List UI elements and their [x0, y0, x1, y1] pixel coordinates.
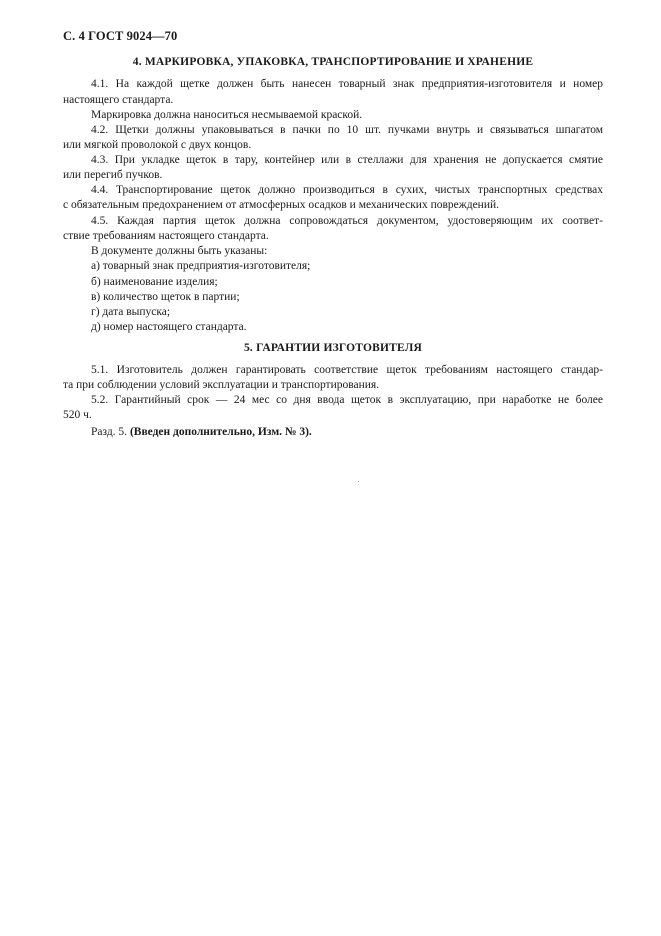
- scan-speck: [358, 481, 359, 482]
- list-item: г) дата выпуска;: [91, 306, 171, 318]
- running-head: С. 4 ГОСТ 9024—70: [63, 29, 178, 43]
- paragraph-4-2-line-2: или мягкой проволокой с двух концов.: [63, 139, 252, 151]
- list-intro: В документе должны быть указаны:: [91, 245, 268, 257]
- amendment-note-prefix: Разд. 5.: [91, 426, 128, 438]
- paragraph-5-1-line-1: 5.1. Изготовитель должен гарантировать соответствие щеток требованиям настоящего стандар-: [91, 364, 603, 376]
- list-item: в) количество щеток в партии;: [91, 291, 240, 303]
- section-4-title: 4. МАРКИРОВКА, УПАКОВКА, ТРАНСПОРТИРОВАНИЕ И ХРАНЕНИЕ: [132, 56, 534, 68]
- paragraph-4-1-line-2: настоящего стандарта.: [63, 94, 174, 106]
- paragraph-4-1-line-1: 4.1. На каждой щетке должен быть нанесен товарный знак предприятия-изготовителя и номер: [91, 78, 603, 90]
- paragraph-4-5-line-1: 4.5. Каждая партия щеток должна сопровождаться документом, удостоверяющим их соответ-: [91, 215, 603, 227]
- paragraph-4-1-line-3: Маркировка должна наноситься несмываемой краской.: [91, 109, 363, 121]
- paragraph-4-3-line-2: или перегиб пучков.: [63, 169, 163, 181]
- paragraph-4-4-line-1: 4.4. Транспортирование щеток должно производиться в сухих, чистых транспортных средствах: [91, 184, 603, 196]
- paragraph-5-2-line-2: 520 ч.: [63, 409, 92, 421]
- paragraph-4-5-line-2: ствие требованиям настоящего стандарта.: [63, 230, 269, 242]
- list-item: а) товарный знак предприятия-изготовителя;: [91, 260, 311, 272]
- section-5-title: 5. ГАРАНТИИ ИЗГОТОВИТЕЛЯ: [243, 342, 423, 354]
- paragraph-4-2-line-1: 4.2. Щетки должны упаковываться в пачки по 10 шт. пучками внутрь и связываться шпагатом: [91, 124, 603, 136]
- amendment-note-text: (Введен дополнительно, Изм. № 3).: [129, 426, 312, 438]
- amendment-note: [91, 425, 312, 439]
- list-item: б) наименование изделия;: [91, 276, 218, 288]
- paragraph-5-1-line-2: та при соблюдении условий эксплуатации и транспортирования.: [63, 379, 380, 391]
- list-item: д) номер настоящего стандарта.: [91, 321, 247, 333]
- paragraph-5-2-line-1: 5.2. Гарантийный срок — 24 мес со дня ввода щеток в эксплуатацию, при наработке не более: [91, 394, 603, 406]
- paragraph-4-4-line-2: с обязательным предохранением от атмосферных осадков и механических повреждений.: [63, 199, 500, 211]
- paragraph-4-3-line-1: 4.3. При укладке щеток в тару, контейнер или в стеллажи для хранения не допускается смятие: [91, 154, 603, 166]
